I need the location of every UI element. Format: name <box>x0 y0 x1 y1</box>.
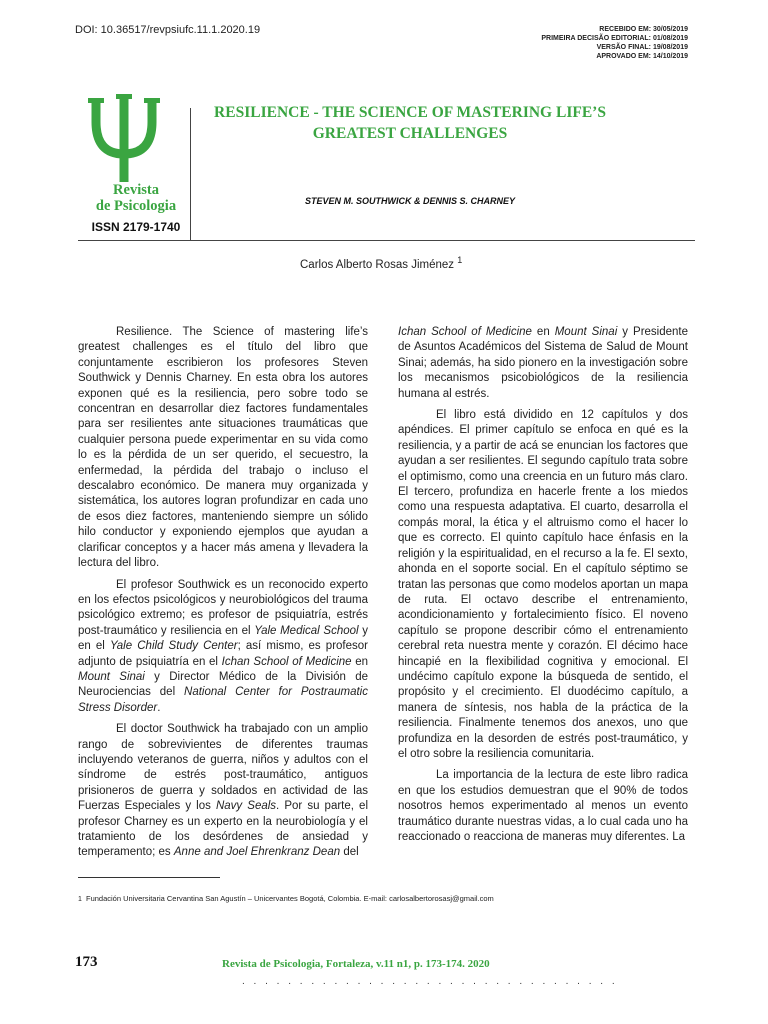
journal-name-line2: de Psicologia <box>95 198 177 214</box>
issn: ISSN 2179-1740 <box>91 220 181 234</box>
footnote-divider <box>78 877 220 878</box>
running-footer: Revista de Psicologia, Fortaleza, v.11 n1, p. 173-174. 2020 <box>222 958 490 970</box>
date-first-decision: PRIMEIRA DECISÃO EDITORIAL: 01/08/2019 <box>541 35 688 42</box>
article-title <box>198 102 622 144</box>
reviewer-footnote-ref: 1 <box>457 255 463 265</box>
italic-run: Anne and Joel Ehrenkranz Dean <box>173 846 341 859</box>
paragraph: El libro está dividido en 12 capítulos y dos apéndices. El primer capítulo se enfoca en qué es la resiliencia, y a partir de acá se enuncian los factores que ayudan a ser resilientes. El segundo capítulo trata sobre el optimismo, como una creencia en un futuro más claro. El tercero, profundiza en hacerle frente a los miedos como una respuesta adaptativa. El cuarto, desarrolla el compás moral, la ética y el altruismo como el hacer lo que es correcto. El quinto capítulo hace énfasis en la religión y la espiritualidad, en el recurso a la fe. El sexto, ahonda en el soporte social. En el capítulo séptimo se tratan las personas que como modelos aportan un mapa de ruta. El octavo describe el entrenamiento, acondicionamiento y fortalecimiento físico. El noveno capítulo se propone describir cómo el entrenamiento cerebral reta nuestra mente y corazón. El décimo hace hincapié en la flexibilidad cognitiva y emocional. El undécimo capítulo expone la búsqueda de sentido, el propósito y el crecimiento. El duodécimo capítulo, a manera de síntesis, nos habla de la práctica de la resiliencia. Finalmente tenemos dos anexos, uno que profundiza en la desorden de estrés post-traumático, y el otro sobre la resiliencia comunitaria. <box>398 409 688 760</box>
paragraph <box>398 325 688 402</box>
text-run: El doctor Southwick ha trabajado con un amplio rango de sobrevivientes de diferentes traumas incluyendo veteranos de guerra, niños y adultos con el síndrome de estrés post-traumático, antiguos prisioneros de guerra y soldados en actividad de las Fuerzas Especiales y los <box>78 723 368 813</box>
paragraph: La importancia de la lectura de este libro radica en que los estudios demuestran que el 90% de todos nosotros hemos experimentado al menos un evento traumático durante nuestras vidas, a lo cual cada uno ha reaccionado o reacciona de maneras muy diferentes. La <box>398 769 688 843</box>
text-run: ; así mismo, es profesor adjunto de psiquiatría en el <box>78 640 368 668</box>
submission-dates <box>541 25 688 61</box>
body-column-right <box>398 325 688 851</box>
text-run: . Por su parte, el profesor Charney es un experto en la neurobiología y el tratamiento de los desórdenes de ansiedad y temperamento; es <box>78 800 369 859</box>
text-run: El profesor Southwick es un reconocido experto en los efectos psicológicos y neurobiológicos del trauma psicológico extremo; es profesor de psiquiatría, estrés post-traumático y resiliencia en el <box>78 578 368 637</box>
italic-run: Ichan School of Medicine <box>221 655 352 668</box>
text-run: . <box>157 701 161 714</box>
italic-run: Navy Seals <box>215 800 277 813</box>
text-run: y Presidente de Asuntos Académicos del Sistema de Salud de Mount Sinai; además, ha sido pionero en la investigación sobre los mecanismos psicobiológicos de la resiliencia humana al estrés. <box>398 326 688 400</box>
article-title-line2: GREATEST CHALLENGES <box>312 125 508 142</box>
psi-icon <box>88 92 160 184</box>
text-run: del <box>340 846 359 859</box>
text-run: y en el <box>78 624 369 653</box>
italic-run: Mount Sinai <box>554 326 618 338</box>
body-column-left <box>78 325 368 867</box>
italic-run: Yale Medical School <box>254 624 359 637</box>
italic-run: Mount Sinai <box>78 670 145 683</box>
paragraph: Resilience. The Science of mastering life’s greatest challenges es el título del libro que conjuntamente escribieron los profesores Steven Southwick y Dennis Charney. En esta obra los autores exponen qué es la resiliencia, pero sobre todo se concentran en desarrollar diez factores fundamentales para ser resilientes ante situaciones traumáticas que cualquier persona puede experimentar en su vida como lo es la pérdida de un ser querido, el secuestro, la enfermedad, la pérdida del trabajo o incluso el descalabro económico. De manera muy organizada y sistemática, los autores logran profundizar en cada uno de esos diez factores, manteniendo siempre un sólido hilo conductor y exponiendo ejemplos que ayudan a clarificar conceptos y a hacer más amena y llevadera la lectura del libro. <box>78 326 368 570</box>
page-number: 173 <box>75 954 98 970</box>
reviewer-byline <box>300 255 550 271</box>
text-run: en <box>531 326 555 338</box>
header-horizontal-divider <box>78 240 695 241</box>
reviewer-name: Carlos Alberto Rosas Jiménez <box>300 258 455 271</box>
text-run: y Director Médico de la División de Neurociencias del <box>78 670 368 699</box>
article-title-line1: RESILIENCE - THE SCIENCE OF MASTERING LIFE’S <box>214 104 606 121</box>
italic-run: National Center for Postraumatic Stress Disorder <box>78 686 368 714</box>
footnote-text: Fundación Universitaria Cervantina San Agustín – Unicervantes Bogotá, Colombia. E-mail: carlosalbertorosasj@gmail.com <box>86 894 494 903</box>
paragraph <box>78 722 368 861</box>
italic-run: Yale Child Study Center <box>109 640 238 653</box>
text-run: en <box>351 655 369 668</box>
journal-name <box>78 182 194 214</box>
footer-dots: . . . . . . . . . . . . . . . . . . . . . . . . . . . . . . . . . <box>242 976 618 987</box>
footnote <box>78 894 494 903</box>
date-final-version: VERSÃO FINAL: 19/08/2019 <box>596 44 688 51</box>
doi: DOI: 10.36517/revpsiufc.11.1.2020.19 <box>75 24 261 36</box>
book-authors: STEVEN M. SOUTHWICK & DENNIS S. CHARNEY <box>304 196 515 206</box>
paragraph <box>78 578 368 717</box>
date-received: RECEBIDO EM: 30/05/2019 <box>599 26 688 33</box>
date-approved: APROVADO EM: 14/10/2019 <box>596 53 688 60</box>
footnote-number: 1 <box>78 896 82 903</box>
journal-name-line1: Revista <box>113 182 159 198</box>
header-vertical-divider <box>190 108 191 240</box>
italic-run: Ichan School of Medicine <box>398 326 532 338</box>
